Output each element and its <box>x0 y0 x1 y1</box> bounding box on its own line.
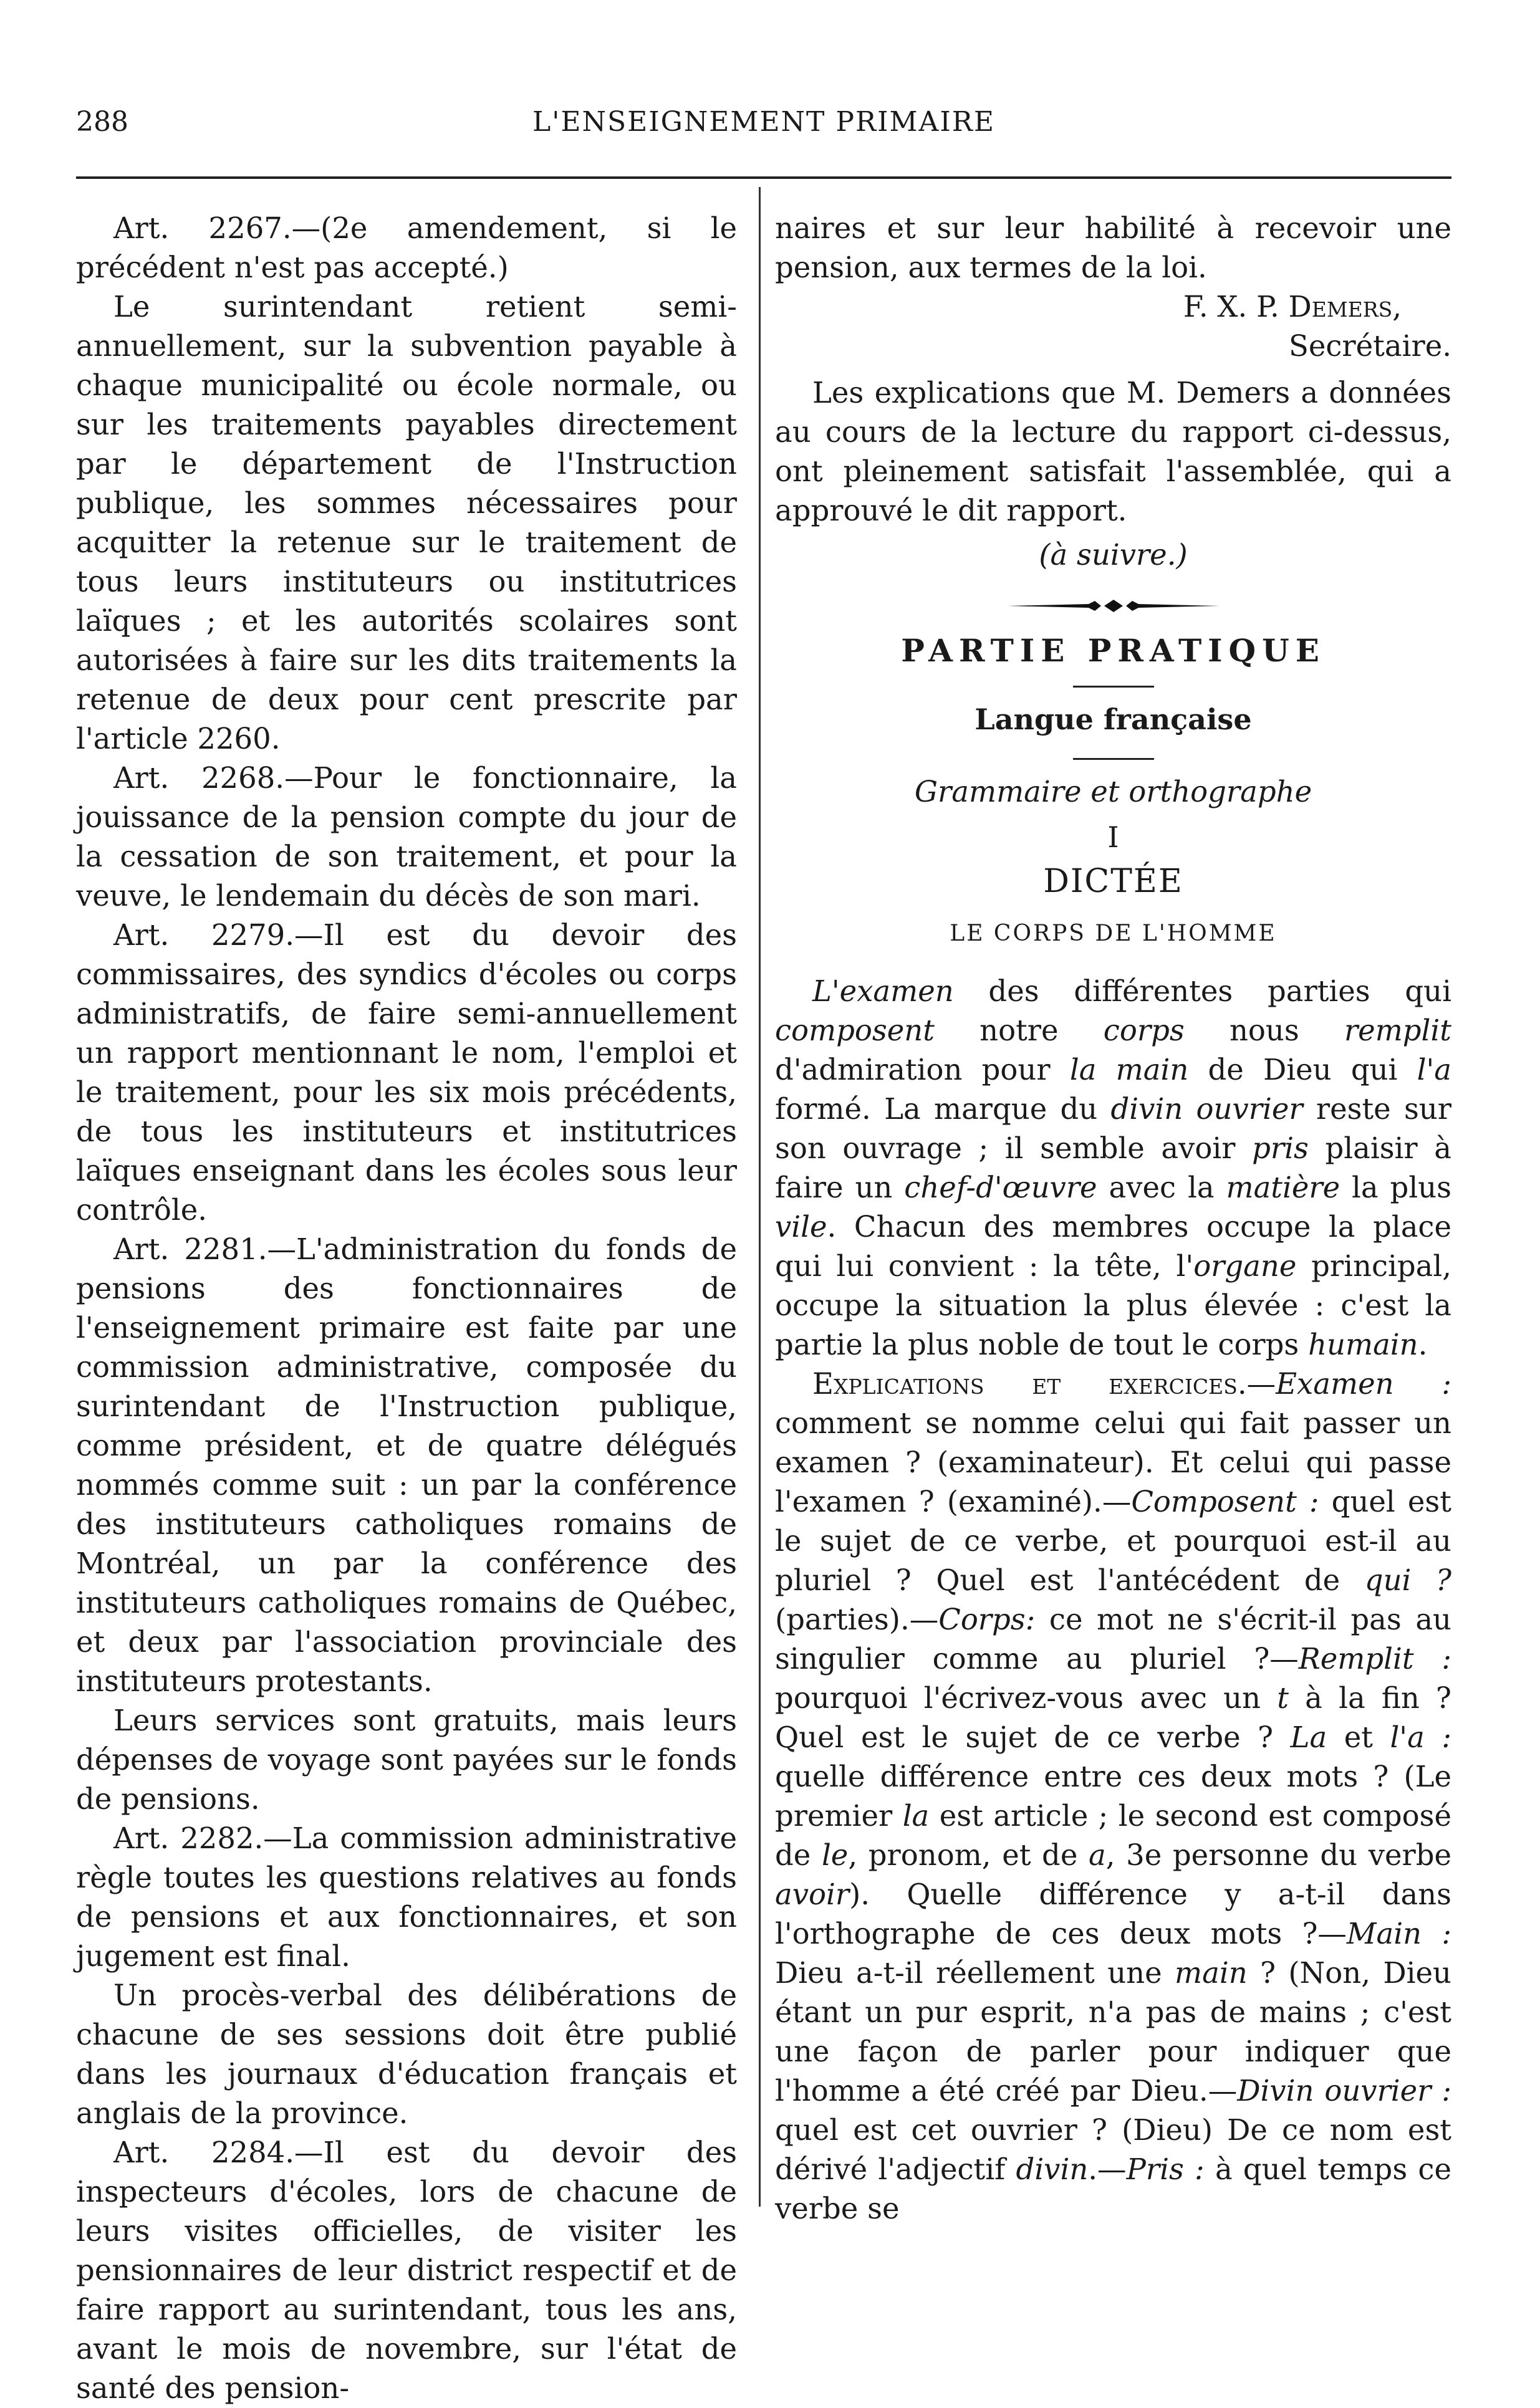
text-run: l'a : <box>1390 1720 1451 1754</box>
text-run: , 3e personne du verbe <box>1105 1838 1452 1872</box>
ornament-divider <box>775 593 1451 618</box>
text-run: de Dieu qui <box>1188 1053 1417 1086</box>
text-run: pourquoi l'écrivez-vous avec un <box>775 1681 1278 1715</box>
a-suivre: (à suivre.) <box>1039 538 1188 572</box>
ornament-icon <box>1001 598 1226 613</box>
signature-name-text: F. X. P. Demers, <box>1183 290 1402 324</box>
text-run: humain <box>1308 1328 1418 1361</box>
text-run: . Chacun des membres occupe la place qui lui convient : la tête, l' <box>775 1210 1451 1283</box>
text-run: reste sur son ouvrage ; il semble avoir <box>775 1092 1451 1165</box>
header-rule <box>76 176 1451 179</box>
text-run: comment se nomme celui qui fait passer un examen ? (examinateur). Et celui qui passe l'examen ? (examiné).— <box>775 1406 1451 1518</box>
page-number: 288 <box>76 106 128 138</box>
signature-name <box>775 287 1451 327</box>
paragraph-proces-verbal: Un procès-verbal des délibérations de chacune de ses sessions doit être publié dans les journaux d'éducation français et anglais de la province. <box>76 1979 737 2130</box>
text-run: formé. La marque du <box>775 1092 1111 1126</box>
signature-title: Secrétaire. <box>1289 329 1451 363</box>
running-title: L'ENSEIGNEMENT PRIMAIRE <box>532 106 995 138</box>
section-title: PARTIE PRATIQUE <box>901 632 1326 669</box>
section-rule <box>1073 686 1154 688</box>
paragraph-art-2281: Art. 2281.—L'administration du fonds de pensions des fonctionnaires de l'enseignement primaire est faite par une commission administrative, composée du surintendant de l'Instruction publique, comme président, et de quatre délégués nommés comme suit : un par la conférence des instituteurs catholiques romains de Montréal, un par la conférence des instituteurs catholiques romains de Québec, et deux par l'association provinciale des instituteurs protestants. <box>76 1232 737 1698</box>
roman-numeral: I <box>1107 820 1119 854</box>
column-divider <box>759 187 761 2207</box>
text-run: quel est cet ouvrier ? (Dieu) De ce nom est dérivé l'adjectif <box>775 2113 1451 2186</box>
text-run: , pronom, et de <box>848 1838 1089 1872</box>
text-run: main <box>1175 1956 1248 1990</box>
text-run: L' <box>812 974 840 1008</box>
text-run: t <box>1277 1681 1289 1715</box>
paragraph-explications: Les explications que M. Demers a données au cours de la lecture du rapport ci-dessus, ont pleinement satisfait l'assemblée, qui a approuvé le dit rapport. <box>775 376 1451 527</box>
text-run: des différentes parties qui <box>953 974 1451 1008</box>
text-run: à quel temps ce verbe se <box>775 2152 1451 2225</box>
paragraph-art-2284: Art. 2284.—Il est du devoir des inspecteurs d'écoles, lors de chacune de leurs visites officielles, de visiter les pensionnaires de leur district respectif et de faire rapport au surintendant, tous les ans, avant le mois de novembre, sur l'état de santé des pension- <box>76 2136 737 2405</box>
text-run: avoir <box>775 1878 850 1911</box>
paragraph-art-2279: Art. 2279.—Il est du devoir des commissaires, des syndics d'écoles ou corps administratifs, de faire semi-annuellement un rapport mentionnant le nom, l'emploi et le traitement, pour les six mois précédents, de tous les instituteurs et institutrices laïques enseignant dans les écoles sous leur contrôle. <box>76 918 737 1227</box>
text-run: Composent : <box>1131 1485 1319 1518</box>
text-run: Explications et exercices. <box>812 1367 1247 1401</box>
paragraph-art-2268: Art. 2268.—Pour le fonctionnaire, la jouissance de la pension compte du jour de la cessation de son traitement, et pour la veuve, le lendemain du décès de son mari. <box>76 761 737 913</box>
text-run: ce mot ne s'écrit-il pas au singulier comme au pluriel ?— <box>775 1603 1451 1676</box>
text-run: Corps: <box>938 1603 1036 1636</box>
text-run: la plus <box>1340 1171 1452 1204</box>
text-run: (parties).— <box>775 1603 939 1636</box>
subsection-rule <box>1073 758 1154 760</box>
text-run: principal, occupe la situation la plus élevée : c'est la partie la plus noble de tout le corps <box>775 1249 1451 1361</box>
text-run: divin <box>1016 2152 1089 2186</box>
text-run: plaisir à faire un <box>775 1131 1452 1204</box>
text-run: organe <box>1193 1249 1297 1283</box>
text-run: et <box>1327 1720 1390 1754</box>
text-run: est article ; le second est composé de <box>775 1799 1451 1872</box>
text-run: la main <box>1069 1053 1189 1086</box>
text-run: Dieu a-t-il réellement une <box>775 1956 1175 1990</box>
text-run: matière <box>1226 1171 1340 1204</box>
text-run: pris <box>1252 1131 1309 1165</box>
text-run: avec la <box>1097 1171 1226 1204</box>
right-column <box>775 209 1451 2228</box>
paragraph-retenue: Le surintendant retient semi-annuellement, sur la subvention payable à chaque municipalité ou école normale, ou sur les traitements payables directement par le département de l'Instruction publique, les sommes nécessaires pour acquitter la retenue sur le traitement de tous leurs instituteurs ou institutrices laïques ; et les autorités scolaires sont autorisées à faire sur les dits traitements la retenue de deux pour cent prescrite par l'article 2260. <box>76 290 737 755</box>
text-run: Remplit : <box>1298 1642 1451 1676</box>
text-run: ? (Non, Dieu étant un pur esprit, n'a pas de mains ; c'est une façon de parler pour indiquer que l'homme a été créé par Dieu.— <box>775 1956 1452 2108</box>
text-run: quelle différence entre ces deux mots ? (Le premier <box>775 1760 1451 1833</box>
text-run: composent <box>775 1014 935 1047</box>
text-run: quel est le sujet de ce verbe, et pourquoi est-il au pluriel ? Quel est l'antécédent de <box>775 1485 1451 1597</box>
text-run: nous <box>1184 1014 1344 1047</box>
text-run: Main : <box>1346 1917 1451 1950</box>
explications-text <box>775 1365 1451 2228</box>
text-run: à la fin ? Quel est le sujet de ce verbe ? <box>775 1681 1451 1754</box>
paragraph-services: Leurs services sont gratuits, mais leurs dépenses de voyage sont payées sur le fonds de pensions. <box>76 1704 737 1816</box>
paragraph-art-2282: Art. 2282.—La commission administrative règle toutes les questions relatives au fonds de pensions et aux fonctionnaires, et son jugement est final. <box>76 1821 737 1973</box>
text-run: la <box>902 1799 930 1833</box>
paragraph-continuation: naires et sur leur habilité à recevoir une pension, aux termes de la loi. <box>775 211 1451 284</box>
subsection-title: Langue française <box>975 703 1252 736</box>
left-column <box>76 209 737 2408</box>
text-run: divin ouvrier <box>1110 1092 1303 1126</box>
text-run: examen <box>839 974 954 1008</box>
text-run: le <box>821 1838 849 1872</box>
text-run: Divin ouvrier : <box>1237 2074 1451 2108</box>
text-run: La <box>1290 1720 1327 1754</box>
text-run: vile <box>775 1210 827 1244</box>
text-run: l'a <box>1417 1053 1452 1086</box>
text-run: qui ? <box>1364 1563 1451 1597</box>
text-run: Examen : <box>1276 1367 1451 1401</box>
dictee-subtitle: LE CORPS DE L'HOMME <box>950 921 1277 946</box>
dictee-text <box>775 972 1451 1365</box>
text-run: ). Quelle différence y a-t-il dans l'orthographe de ces deux mots ?— <box>775 1878 1451 1950</box>
text-run: — <box>1246 1367 1276 1401</box>
text-run: .— <box>1088 2152 1127 2186</box>
paragraph-art-2267: Art. 2267.—(2e amendement, si le précédent n'est pas accepté.) <box>76 211 737 284</box>
text-run: d'admiration pour <box>775 1053 1070 1086</box>
text-run: Pris : <box>1126 2152 1205 2186</box>
text-run: . <box>1418 1328 1428 1361</box>
text-run: a <box>1089 1838 1106 1872</box>
text-run: notre <box>934 1014 1104 1047</box>
text-run: chef-d'œuvre <box>904 1171 1097 1204</box>
dictee-title: DICTÉE <box>1043 863 1183 900</box>
text-run: remplit <box>1344 1014 1451 1047</box>
page-header <box>76 106 1451 143</box>
text-run: corps <box>1103 1014 1185 1047</box>
subheading: Grammaire et orthographe <box>914 775 1312 808</box>
